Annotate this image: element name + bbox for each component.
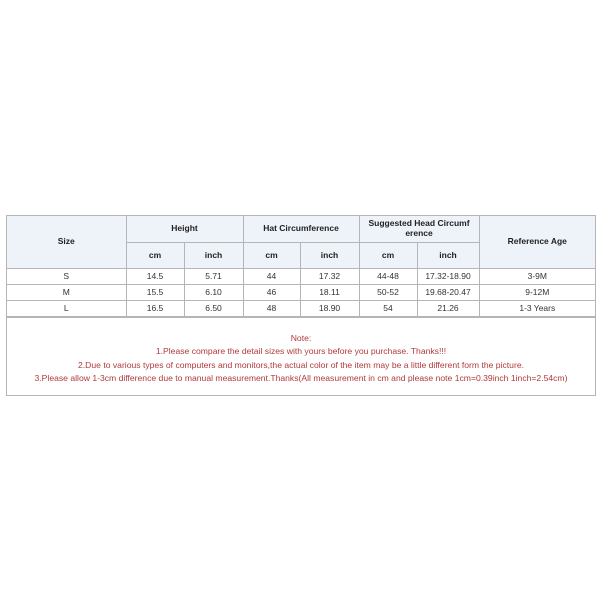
note-line-3: 3.Please allow 1-3cm difference due to manual measurement.Thanks(All measurement in cm and please note 1cm=0.39inch 1inch=2.54cm) [34, 372, 568, 383]
head-cm-cell: 54 [359, 301, 417, 317]
notes-section [7, 317, 595, 395]
table-row [7, 285, 595, 301]
hat-inch-header: inch [300, 243, 359, 269]
height-cm-cell: 15.5 [126, 285, 184, 301]
note-line-1: 1.Please compare the detail sizes with yours before you purchase. Thanks!!! [155, 346, 447, 357]
hat-circumference-header: Hat Circumference [243, 216, 359, 243]
height-inch-cell: 6.50 [184, 301, 243, 317]
size-chart [6, 215, 596, 396]
head-inch-cell: 19.68-20.47 [417, 285, 479, 301]
age-cell: 9-12M [479, 285, 595, 301]
note-line-2: 2.Due to various types of computers and monitors,the actual color of the item may be a little different form the picture. [78, 359, 524, 370]
height-inch-cell: 5.71 [184, 269, 243, 285]
table-row [7, 269, 595, 285]
head-inch-cell: 17.32-18.90 [417, 269, 479, 285]
height-cm-cell: 14.5 [126, 269, 184, 285]
header-row [7, 216, 595, 243]
height-inch-header: inch [184, 243, 243, 269]
hat-inch-cell: 18.11 [300, 285, 359, 301]
hat-cm-cell: 48 [243, 301, 300, 317]
head-inch-cell: 21.26 [417, 301, 479, 317]
hat-cm-cell: 44 [243, 269, 300, 285]
hat-inch-cell: 18.90 [300, 301, 359, 317]
size-cell: M [7, 285, 126, 301]
head-cm-header: cm [359, 243, 417, 269]
height-header: Height [126, 216, 243, 243]
head-cm-cell: 50-52 [359, 285, 417, 301]
table-row [7, 301, 595, 317]
age-cell: 1-3 Years [479, 301, 595, 317]
size-cell: L [7, 301, 126, 317]
suggested-head-header: Suggested Head Circumf erence [359, 216, 479, 243]
size-header: Size [7, 216, 126, 269]
height-cm-header: cm [126, 243, 184, 269]
hat-cm-header: cm [243, 243, 300, 269]
head-cm-cell: 44-48 [359, 269, 417, 285]
height-inch-cell: 6.10 [184, 285, 243, 301]
head-inch-header: inch [417, 243, 479, 269]
height-cm-cell: 16.5 [126, 301, 184, 317]
reference-age-header: Reference Age [479, 216, 595, 269]
note-title: Note: [290, 333, 312, 343]
size-cell: S [7, 269, 126, 285]
hat-cm-cell: 46 [243, 285, 300, 301]
size-table [7, 216, 595, 317]
age-cell: 3-9M [479, 269, 595, 285]
hat-inch-cell: 17.32 [300, 269, 359, 285]
